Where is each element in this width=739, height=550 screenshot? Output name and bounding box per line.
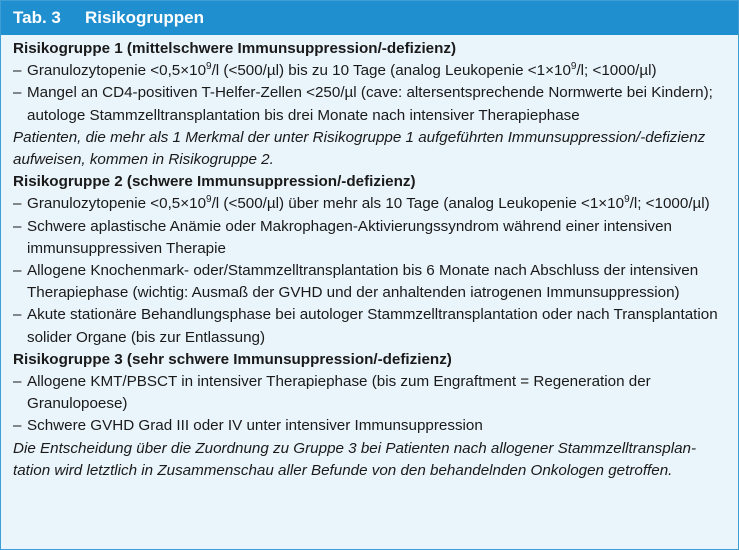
table-number: Tab. 3 — [13, 8, 61, 27]
list-item: – Granulozytopenie $<0,5\times 10^9/l$ (<500/µl) bis zu 10 Tage (analog Leukopenie $<1\times 10^9/l$; <1000/µl) — [13, 61, 657, 80]
list-item: – Akute stationäre Behandlungsphase bei autologer Stammzelltransplantation oder nach Transplantation solider Organe (bis zur Entlassung) — [13, 306, 718, 346]
group-1-note: Patienten, die mehr als 1 Merkmal der unter Risikogruppe 1 aufgeführten Immunsuppression/-defizienz aufweisen, kommen in Risikogruppe 2. — [13, 128, 706, 169]
table-header — [1, 1, 738, 35]
table-body — [1, 35, 738, 482]
list-item: – Mangel an CD4-positiven T-Helfer-Zellen <250/µl (cave: altersentsprechende Normwerte bei Kindern); autologe Stammzelltransplantation bis drei Monate nach intensiver Therapiephase — [13, 84, 713, 124]
group-3-title: Risikogruppe 3 (sehr schwere Immunsuppression/-defizienz) — [13, 350, 452, 368]
group-2-title: Risikogruppe 2 (schwere Immunsuppression/-defizienz) — [13, 173, 416, 191]
list-item: – Schwere aplastische Anämie oder Makrophagen-Aktivierungssyndrom während einer intensiven immunsuppressiven Therapie — [13, 217, 672, 257]
list-item: – Allogene Knochenmark- oder/Stammzelltransplantation bis 6 Monate nach Abschluss der intensiven Therapiephase (wichtig: Ausmaß der GVHD und der anhaltenden iatrogenen Immunsuppression) — [13, 262, 699, 302]
list-item: – Schwere GVHD Grad III oder IV unter intensiver Immunsuppression — [13, 417, 483, 435]
group-1-title: Risikogruppe 1 (mittelschwere Immunsuppression/-defizienz) — [13, 40, 457, 57]
table-title: Risikogruppen — [85, 8, 205, 27]
list-item: – Allogene KMT/PBSCT in intensiver Therapiephase (bis zum Engraftment = Regeneration der Granulopoese) — [13, 373, 651, 413]
group-3-note: Die Entscheidung über die Zuordnung zu Gruppe 3 bei Patienten nach allogener Stammzelltransplan-tation wird letztlich in Zusammenschau aller Befunde von den behandelnden Onkologen getroffen. — [13, 439, 697, 479]
list-item: – Granulozytopenie $<0,5\times 10^9/l$ (<500/µl) über mehr als 10 Tage (analog Leukopenie $<1\times 10^9/l$; <1000/µl) — [13, 194, 710, 213]
